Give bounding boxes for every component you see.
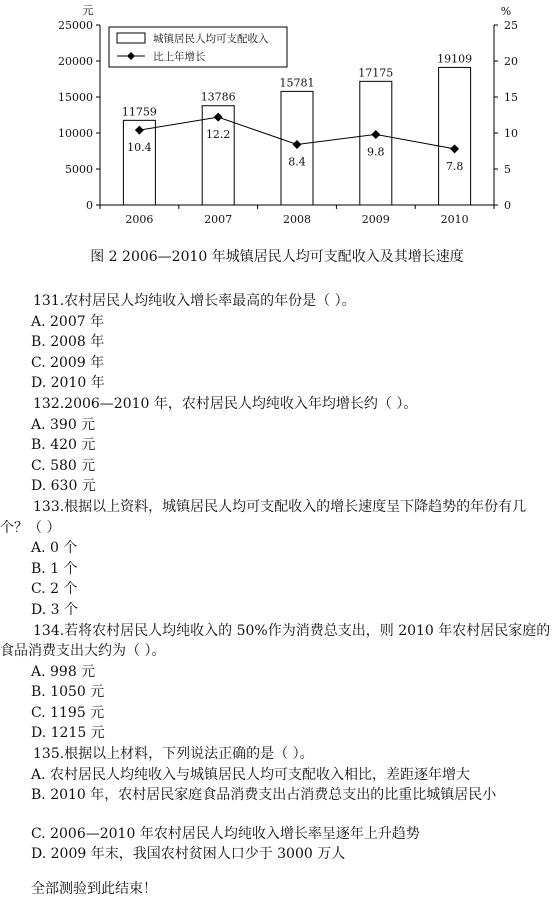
question-133 xyxy=(0,497,554,621)
x-tick-label: 2009 xyxy=(361,213,390,226)
option: B. 2010 年，农村居民家庭食品消费支出占消费总支出的比重比城镇居民小 xyxy=(31,787,497,804)
option: C. 1195 元 xyxy=(31,704,105,721)
option: D. 630 元 xyxy=(31,478,96,495)
option: B. 1050 元 xyxy=(31,684,105,701)
bar-value-label: 19109 xyxy=(437,52,473,66)
bar-value-label: 15781 xyxy=(279,76,315,90)
option: D. 3 个 xyxy=(31,601,78,618)
question-stem: 134.若将农村居民人均纯收入的 50%作为消费总支出，则 2010 年农村居民家庭的食品消费支出大约为（ ）。 xyxy=(0,622,551,660)
option: D. 1215 元 xyxy=(31,725,105,742)
option: D. 2010 年 xyxy=(31,375,105,392)
question-131 xyxy=(0,291,554,394)
left-tick-label: 15000 xyxy=(58,91,93,104)
x-tick-label: 2006 xyxy=(125,213,154,226)
left-axis-unit: 元 xyxy=(82,4,94,17)
option: A. 390 元 xyxy=(31,416,96,433)
spacer xyxy=(0,806,554,824)
option: B. 2008 年 xyxy=(31,334,105,351)
bar xyxy=(360,81,392,205)
line-value-label: 9.8 xyxy=(367,145,385,159)
line-value-label: 8.4 xyxy=(288,155,306,169)
right-tick-label: 25 xyxy=(504,19,518,32)
option: B. 420 元 xyxy=(31,437,96,454)
question-stem: 131.农村居民人均纯收入增长率最高的年份是（ ）。 xyxy=(33,293,356,309)
right-tick-label: 20 xyxy=(504,55,518,68)
figure-caption: 图 2 2006—2010 年城镇居民人均可支配收入及其增长速度 xyxy=(90,249,464,265)
line-value-label: 10.4 xyxy=(127,141,152,155)
legend-line-label: 比上年增长 xyxy=(153,51,206,63)
line-value-label: 12.2 xyxy=(205,128,231,142)
x-tick-label: 2007 xyxy=(204,213,233,226)
option: C. 580 元 xyxy=(31,457,96,474)
option: B. 1 个 xyxy=(31,560,78,577)
x-tick-label: 2008 xyxy=(283,213,311,226)
option: C. 2 个 xyxy=(31,581,78,598)
question-132 xyxy=(0,394,554,497)
legend-bar-label: 城镇居民人均可支配收入 xyxy=(153,33,269,45)
question-stem: 135.根据以上材料，下列说法正确的是（ ）。 xyxy=(33,746,314,763)
question-stem: 133.根据以上资料，城镇居民人均可支配收入的增长速度呈下降趋势的年份有几个？（ ） xyxy=(0,498,527,536)
option: D. 2009 年末，我国农村贫困人口少于 3000 万人 xyxy=(31,846,346,863)
option: A. 998 元 xyxy=(31,663,96,680)
ending-note: 全部测验到此结束！ xyxy=(31,881,157,898)
option: A. 0 个 xyxy=(31,540,78,557)
option: A. 2007 年 xyxy=(31,313,105,330)
left-tick-label: 10000 xyxy=(58,127,93,140)
legend-bar-swatch xyxy=(117,33,145,43)
option: C. 2009 年 xyxy=(31,354,105,371)
bar-value-label: 13786 xyxy=(200,90,236,104)
left-tick-label: 0 xyxy=(86,199,93,212)
question-135 xyxy=(0,744,554,865)
x-tick-label: 2010 xyxy=(440,213,469,226)
income-growth-chart xyxy=(0,0,554,235)
right-tick-label: 10 xyxy=(504,127,518,140)
chart-legend xyxy=(109,27,287,67)
question-stem: 132.2006—2010 年，农村居民人均纯收入年均增长约（ ）。 xyxy=(33,395,418,412)
option: A. 农村居民人均纯收入与城镇居民人均可支配收入相比，差距逐年增大 xyxy=(31,766,471,783)
bar-value-label: 11759 xyxy=(121,105,157,119)
left-tick-label: 20000 xyxy=(58,55,93,68)
question-134 xyxy=(0,621,554,745)
right-axis-unit: % xyxy=(500,5,512,18)
option: C. 2006—2010 年农村居民人均纯收入增长率呈逐年上升趋势 xyxy=(31,825,420,842)
line-value-label: 7.8 xyxy=(445,159,464,173)
right-tick-label: 5 xyxy=(504,163,511,176)
right-tick-label: 15 xyxy=(504,91,518,104)
question-list xyxy=(0,291,554,900)
right-tick-label: 0 xyxy=(504,199,511,212)
bar-value-label: 17175 xyxy=(358,66,394,80)
left-tick-label: 25000 xyxy=(58,19,93,32)
bar xyxy=(439,67,471,205)
left-tick-label: 5000 xyxy=(65,163,93,176)
